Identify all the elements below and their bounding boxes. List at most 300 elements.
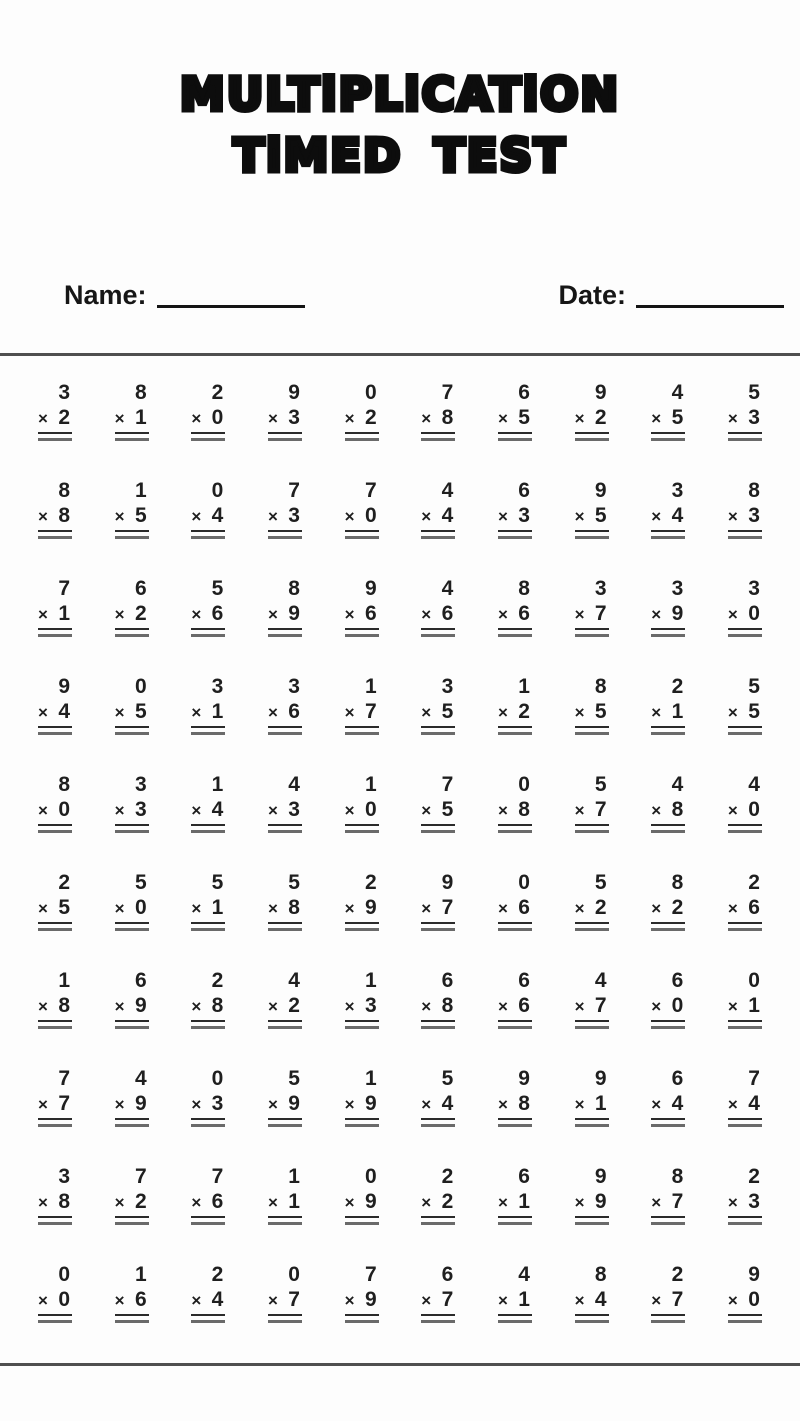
answer-blank[interactable]	[651, 830, 685, 833]
multiplier-row	[115, 993, 149, 1022]
multiply-icon: ×	[651, 703, 662, 722]
answer-blank[interactable]	[38, 1222, 72, 1225]
answer-blank[interactable]	[38, 1026, 72, 1029]
answer-blank[interactable]	[115, 830, 149, 833]
multiply-icon: ×	[651, 899, 662, 918]
answer-blank[interactable]	[115, 1124, 149, 1127]
multiplier: 8	[58, 504, 70, 527]
multiplier: 8	[518, 798, 530, 821]
multiplier-row	[38, 405, 72, 434]
multiplication-problem	[268, 870, 302, 931]
multiplier: 1	[594, 1092, 607, 1115]
multiplier-row	[498, 1287, 532, 1316]
multiplicand: 2	[211, 381, 224, 404]
answer-blank[interactable]	[728, 438, 762, 441]
multiplier: 5	[671, 406, 684, 429]
answer-blank[interactable]	[268, 1026, 302, 1029]
answer-blank[interactable]	[345, 1222, 379, 1225]
answer-blank[interactable]	[268, 1320, 302, 1323]
answer-blank[interactable]	[651, 438, 685, 441]
multiply-icon: ×	[114, 507, 125, 526]
multiply-icon: ×	[191, 605, 202, 624]
answer-blank[interactable]	[575, 1320, 609, 1323]
multiplication-problem	[651, 870, 685, 931]
multiplier-row	[575, 601, 609, 630]
answer-blank[interactable]	[498, 1124, 532, 1127]
multiplier-row	[498, 993, 532, 1022]
answer-blank[interactable]	[651, 1222, 685, 1225]
multiplier: 7	[594, 602, 607, 625]
multiply-icon: ×	[421, 997, 432, 1016]
answer-blank[interactable]	[728, 830, 762, 833]
multiplier-row	[728, 993, 762, 1022]
answer-blank[interactable]	[728, 634, 762, 637]
answer-blank[interactable]	[575, 1124, 609, 1127]
answer-blank[interactable]	[345, 928, 379, 931]
multiplier: 7	[441, 896, 454, 919]
answer-blank[interactable]	[728, 1124, 762, 1127]
multiplication-problem	[575, 1164, 609, 1225]
multiplication-problem	[38, 380, 72, 441]
multiplier-row	[498, 503, 532, 532]
multiplicand: 5	[594, 773, 607, 796]
answer-blank[interactable]	[421, 1026, 455, 1029]
multiplication-problem	[651, 478, 685, 539]
multiplicand: 9	[594, 381, 607, 404]
multiply-icon: ×	[727, 997, 738, 1016]
multiply-icon: ×	[191, 1193, 202, 1212]
multiplication-problem	[575, 772, 609, 833]
answer-blank[interactable]	[191, 1222, 225, 1225]
multiplication-problem	[38, 1262, 72, 1323]
multiplication-problem	[575, 478, 609, 539]
multiplier: 8	[441, 406, 454, 429]
multiplicand: 4	[671, 773, 684, 796]
multiply-icon: ×	[114, 703, 125, 722]
multiply-icon: ×	[574, 409, 585, 428]
answer-blank[interactable]	[38, 438, 72, 441]
multiplication-problem	[651, 968, 685, 1029]
answer-blank[interactable]	[728, 1320, 762, 1323]
multiplier-row	[191, 405, 225, 434]
answer-blank[interactable]	[268, 634, 302, 637]
multiplication-problem	[345, 380, 379, 441]
multiplicand: 3	[748, 577, 760, 600]
multiplier: 2	[441, 1190, 454, 1213]
answer-blank[interactable]	[38, 634, 72, 637]
multiplier: 2	[134, 602, 147, 625]
multiplicand: 9	[518, 1067, 530, 1090]
answer-blank[interactable]	[421, 536, 455, 539]
multiply-icon: ×	[191, 409, 202, 428]
answer-blank[interactable]	[498, 1026, 532, 1029]
multiply-icon: ×	[344, 1193, 355, 1212]
multiplicand: 2	[211, 1263, 224, 1286]
multiplier-row	[421, 895, 455, 924]
multiplication-problem	[115, 674, 149, 735]
multiplication-problem	[345, 1262, 379, 1323]
answer-blank[interactable]	[115, 1320, 149, 1323]
multiplier: 5	[58, 896, 70, 919]
answer-blank[interactable]	[421, 732, 455, 735]
answer-blank[interactable]	[651, 1124, 685, 1127]
answer-blank[interactable]	[498, 536, 532, 539]
multiplication-problem	[728, 968, 762, 1029]
multiplier: 6	[518, 994, 530, 1017]
multiplier-row	[345, 1287, 379, 1316]
answer-blank[interactable]	[38, 536, 72, 539]
answer-blank[interactable]	[345, 438, 379, 441]
multiply-icon: ×	[574, 1095, 585, 1114]
multiplier: 0	[58, 1288, 70, 1311]
multiplicand: 7	[364, 1263, 377, 1286]
multiplier-row	[115, 601, 149, 630]
answer-blank[interactable]	[498, 928, 532, 931]
multiplier: 7	[671, 1190, 684, 1213]
multiplier: 6	[518, 602, 530, 625]
multiplicand: 3	[134, 773, 147, 796]
multiply-icon: ×	[727, 1193, 738, 1212]
answer-blank[interactable]	[575, 1222, 609, 1225]
multiply-icon: ×	[421, 1193, 432, 1212]
multiplier: 4	[58, 700, 70, 723]
answer-blank[interactable]	[191, 1026, 225, 1029]
multiply-icon: ×	[727, 703, 738, 722]
multiply-icon: ×	[38, 801, 48, 820]
multiplier-row	[191, 895, 225, 924]
answer-blank[interactable]	[115, 536, 149, 539]
multiplicand: 7	[441, 381, 454, 404]
multiplication-problem	[38, 478, 72, 539]
multiplier-row	[191, 699, 225, 728]
multiplier-row	[268, 699, 302, 728]
answer-blank[interactable]	[651, 634, 685, 637]
multiply-icon: ×	[191, 997, 202, 1016]
answer-blank[interactable]	[498, 1320, 532, 1323]
answer-blank[interactable]	[191, 1320, 225, 1323]
multiplicand: 1	[364, 1067, 377, 1090]
multiplier: 6	[364, 602, 377, 625]
multiplication-problem	[191, 478, 225, 539]
multiply-icon: ×	[114, 1193, 125, 1212]
answer-blank[interactable]	[268, 438, 302, 441]
answer-blank[interactable]	[575, 438, 609, 441]
answer-blank[interactable]	[115, 732, 149, 735]
multiplicand: 9	[594, 1165, 607, 1188]
answer-blank[interactable]	[38, 1124, 72, 1127]
multiplier: 5	[134, 700, 147, 723]
answer-blank[interactable]	[498, 732, 532, 735]
multiplier-row	[115, 405, 149, 434]
multiplication-problem	[115, 870, 149, 931]
answer-blank[interactable]	[115, 928, 149, 931]
answer-blank[interactable]	[651, 1026, 685, 1029]
multiply-icon: ×	[267, 1095, 278, 1114]
multiply-icon: ×	[497, 507, 508, 526]
multiplier: 0	[211, 406, 224, 429]
multiplier: 3	[288, 504, 300, 527]
answer-blank[interactable]	[38, 732, 72, 735]
multiply-icon: ×	[191, 507, 202, 526]
multiplicand: 3	[58, 1165, 70, 1188]
multiply-icon: ×	[191, 703, 202, 722]
answer-blank[interactable]	[498, 634, 532, 637]
multiplication-problem	[115, 772, 149, 833]
multiplier-row	[345, 699, 379, 728]
multiplicand: 8	[671, 1165, 684, 1188]
multiply-icon: ×	[114, 605, 125, 624]
multiplier: 8	[58, 994, 70, 1017]
answer-blank[interactable]	[38, 1320, 72, 1323]
multiplication-problem	[651, 1262, 685, 1323]
answer-blank[interactable]	[728, 1222, 762, 1225]
multiplier-row	[651, 503, 685, 532]
multiplier-row	[38, 503, 72, 532]
name-label: Name:	[64, 280, 147, 310]
answer-blank[interactable]	[421, 830, 455, 833]
multiplication-problem	[191, 1262, 225, 1323]
answer-blank[interactable]	[421, 634, 455, 637]
answer-blank[interactable]	[191, 438, 225, 441]
multiplier: 4	[671, 1092, 684, 1115]
multiplier-row	[345, 993, 379, 1022]
answer-blank[interactable]	[38, 928, 72, 931]
multiplier: 9	[671, 602, 684, 625]
answer-blank[interactable]	[268, 732, 302, 735]
multiplication-problem	[498, 576, 532, 637]
multiplier: 0	[748, 1288, 760, 1311]
multiplicand: 5	[594, 871, 607, 894]
multiply-icon: ×	[114, 801, 125, 820]
multiplier: 7	[58, 1092, 70, 1115]
answer-blank[interactable]	[728, 536, 762, 539]
multiply-icon: ×	[497, 1095, 508, 1114]
answer-blank[interactable]	[345, 634, 379, 637]
multiplication-problem	[268, 380, 302, 441]
multiplicand: 9	[594, 479, 607, 502]
answer-blank[interactable]	[115, 634, 149, 637]
multiplication-problem	[498, 380, 532, 441]
multiplier: 2	[364, 406, 377, 429]
multiplicand: 8	[748, 479, 760, 502]
multiplier-row	[345, 1091, 379, 1120]
multiplier-row	[115, 699, 149, 728]
multiplication-problem	[651, 772, 685, 833]
multiplier: 9	[288, 602, 300, 625]
multiplication-problem	[651, 1066, 685, 1127]
answer-blank[interactable]	[191, 732, 225, 735]
multiplier: 3	[211, 1092, 224, 1115]
multiply-icon: ×	[727, 1095, 738, 1114]
answer-blank[interactable]	[115, 438, 149, 441]
answer-blank[interactable]	[191, 830, 225, 833]
multiplier: 3	[134, 798, 147, 821]
answer-blank[interactable]	[728, 1026, 762, 1029]
date-input-line[interactable]	[636, 305, 784, 308]
multiplier-row	[651, 1091, 685, 1120]
multiplier-row	[728, 1189, 762, 1218]
multiplicand: 1	[364, 773, 377, 796]
answer-blank[interactable]	[575, 928, 609, 931]
multiply-icon: ×	[344, 703, 355, 722]
multiply-icon: ×	[38, 1291, 48, 1310]
multiplier-row	[115, 1189, 149, 1218]
answer-blank[interactable]	[421, 1222, 455, 1225]
answer-blank[interactable]	[345, 830, 379, 833]
multiply-icon: ×	[114, 1291, 125, 1310]
name-date-row	[0, 280, 800, 311]
answer-blank[interactable]	[498, 438, 532, 441]
multiplication-problem	[728, 674, 762, 735]
multiplication-problem	[575, 674, 609, 735]
multiplication-problem	[728, 1164, 762, 1225]
multiplier-row	[115, 797, 149, 826]
multiplier: 8	[211, 994, 224, 1017]
multiplier: 9	[594, 1190, 607, 1213]
date-label: Date:	[558, 280, 626, 310]
multiplier: 3	[748, 504, 760, 527]
multiplication-problem	[191, 1164, 225, 1225]
multiplicand: 0	[518, 871, 530, 894]
answer-blank[interactable]	[498, 830, 532, 833]
multiplicand: 4	[594, 969, 607, 992]
multiplier: 7	[671, 1288, 684, 1311]
multiply-icon: ×	[421, 899, 432, 918]
answer-blank[interactable]	[575, 1026, 609, 1029]
answer-blank[interactable]	[268, 830, 302, 833]
answer-blank[interactable]	[575, 732, 609, 735]
answer-blank[interactable]	[191, 1124, 225, 1127]
answer-blank[interactable]	[728, 732, 762, 735]
multiplication-problem	[345, 772, 379, 833]
multiply-icon: ×	[344, 1291, 355, 1310]
answer-blank[interactable]	[575, 536, 609, 539]
multiplier-row	[728, 699, 762, 728]
answer-blank[interactable]	[421, 1320, 455, 1323]
multiplier: 9	[134, 1092, 147, 1115]
multiplication-problem	[345, 1066, 379, 1127]
multiplier: 5	[441, 798, 454, 821]
name-input-line[interactable]	[157, 305, 305, 308]
multiplication-problem	[421, 870, 455, 931]
multiplication-problem	[345, 576, 379, 637]
multiply-icon: ×	[727, 899, 738, 918]
multiplier: 6	[134, 1288, 147, 1311]
answer-blank[interactable]	[498, 1222, 532, 1225]
multiplier: 1	[518, 1288, 530, 1311]
multiplier-row	[728, 503, 762, 532]
multiplicand: 7	[211, 1165, 224, 1188]
multiplication-problem	[268, 478, 302, 539]
answer-blank[interactable]	[421, 438, 455, 441]
multiplication-problem	[498, 1262, 532, 1323]
multiplicand: 0	[134, 675, 147, 698]
multiplication-problem	[38, 870, 72, 931]
answer-blank[interactable]	[268, 1124, 302, 1127]
answer-blank[interactable]	[268, 536, 302, 539]
multiplier: 2	[134, 1190, 147, 1213]
answer-blank[interactable]	[115, 1222, 149, 1225]
answer-blank[interactable]	[651, 1320, 685, 1323]
multiplicand: 2	[748, 1165, 760, 1188]
multiplication-problem	[191, 1066, 225, 1127]
answer-blank[interactable]	[345, 732, 379, 735]
multiply-icon: ×	[651, 801, 662, 820]
multiplicand: 9	[748, 1263, 760, 1286]
multiplier: 6	[211, 1190, 224, 1213]
answer-blank[interactable]	[575, 634, 609, 637]
multiplier: 1	[288, 1190, 300, 1213]
answer-blank[interactable]	[421, 1124, 455, 1127]
answer-blank[interactable]	[728, 928, 762, 931]
multiply-icon: ×	[574, 1193, 585, 1212]
multiplication-problem	[498, 772, 532, 833]
answer-blank[interactable]	[345, 1320, 379, 1323]
multiplicand: 6	[441, 1263, 454, 1286]
answer-blank[interactable]	[651, 928, 685, 931]
answer-blank[interactable]	[651, 732, 685, 735]
multiplicand: 0	[58, 1263, 70, 1286]
multiplicand: 9	[594, 1067, 607, 1090]
multiplier-row	[421, 699, 455, 728]
multiplier: 2	[518, 700, 530, 723]
multiplier: 8	[518, 1092, 530, 1115]
multiplier-row	[575, 797, 609, 826]
multiply-icon: ×	[497, 605, 508, 624]
multiplicand: 4	[671, 381, 684, 404]
answer-blank[interactable]	[38, 830, 72, 833]
name-field	[64, 280, 305, 311]
answer-blank[interactable]	[191, 928, 225, 931]
answer-blank[interactable]	[421, 928, 455, 931]
multiply-icon: ×	[267, 703, 278, 722]
answer-blank[interactable]	[575, 830, 609, 833]
answer-blank[interactable]	[651, 536, 685, 539]
multiplier: 5	[441, 700, 454, 723]
multiplication-problem	[575, 380, 609, 441]
multiply-icon: ×	[497, 801, 508, 820]
answer-blank[interactable]	[345, 1026, 379, 1029]
multiplication-problem	[38, 1164, 72, 1225]
answer-blank[interactable]	[191, 634, 225, 637]
multiplier-row	[38, 601, 72, 630]
multiply-icon: ×	[497, 1193, 508, 1212]
multiply-icon: ×	[191, 1291, 202, 1310]
multiplier: 6	[211, 602, 224, 625]
multiplier-row	[191, 1189, 225, 1218]
multiplicand: 2	[671, 1263, 684, 1286]
multiplier-row	[191, 1287, 225, 1316]
multiplier: 7	[441, 1288, 454, 1311]
answer-blank[interactable]	[268, 928, 302, 931]
multiplicand: 5	[748, 381, 760, 404]
answer-blank[interactable]	[268, 1222, 302, 1225]
multiplier-row	[498, 797, 532, 826]
multiplier-row	[498, 1189, 532, 1218]
multiplier-row	[728, 1287, 762, 1316]
multiply-icon: ×	[344, 605, 355, 624]
multiplication-problem	[575, 1066, 609, 1127]
multiplicand: 0	[364, 1165, 377, 1188]
multiplier: 0	[671, 994, 684, 1017]
answer-blank[interactable]	[345, 536, 379, 539]
multiplication-problem	[268, 576, 302, 637]
answer-blank[interactable]	[115, 1026, 149, 1029]
multiply-icon: ×	[574, 997, 585, 1016]
multiplication-problem	[115, 478, 149, 539]
answer-blank[interactable]	[345, 1124, 379, 1127]
answer-blank[interactable]	[191, 536, 225, 539]
